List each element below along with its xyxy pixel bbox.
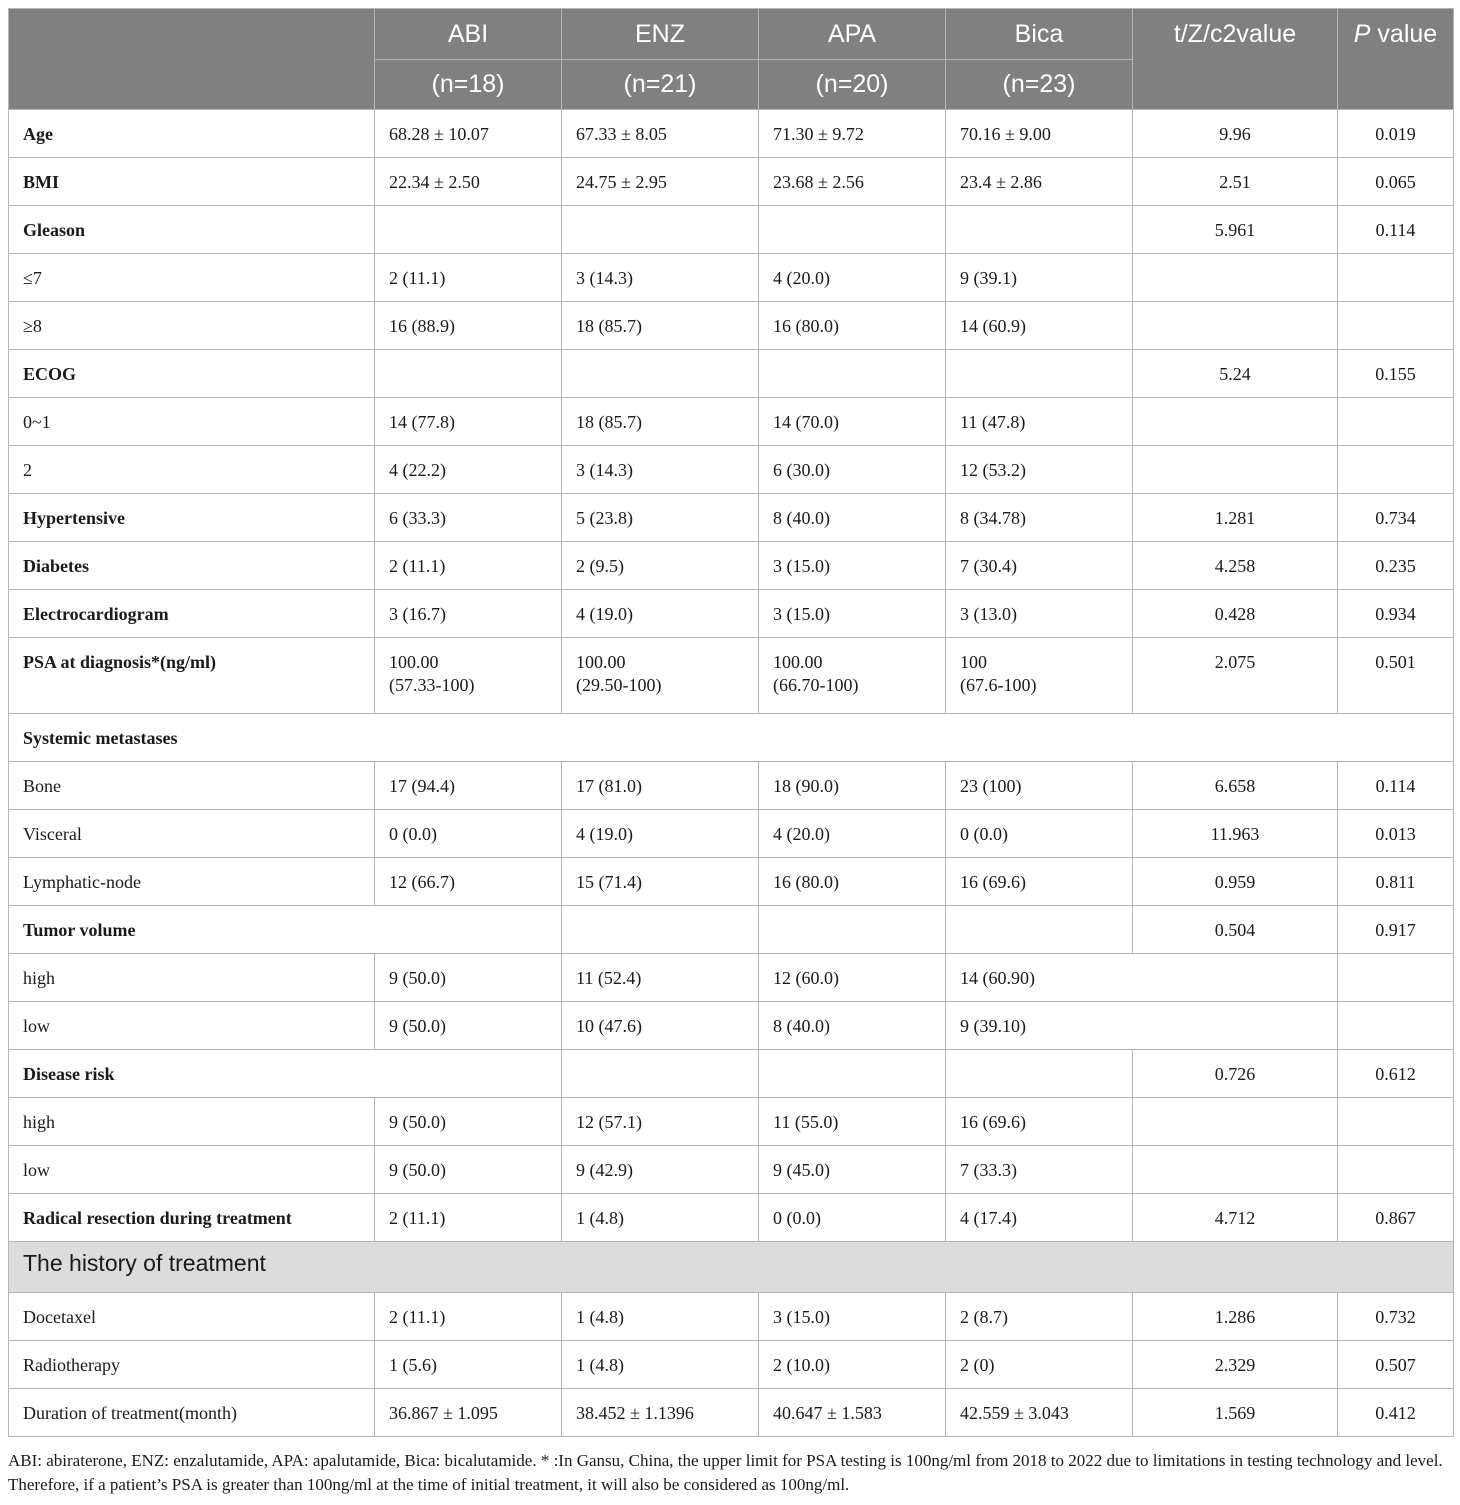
value-cell: 1 (4.8) — [562, 1194, 759, 1242]
row-label: Duration of treatment(month) — [9, 1389, 375, 1437]
value-cell: 12 (60.0) — [759, 954, 946, 1002]
value-cell: 2 (11.1) — [375, 1293, 562, 1341]
value-cell: 6 (33.3) — [375, 494, 562, 542]
value-cell: 7 (30.4) — [946, 542, 1133, 590]
value-cell — [562, 638, 759, 714]
value-cell: 8 (40.0) — [759, 494, 946, 542]
table-row — [9, 206, 1454, 254]
value-cell: 14 (60.9) — [946, 302, 1133, 350]
stat-value-cell: 5.961 — [1133, 206, 1338, 254]
row-label: Age — [9, 110, 375, 158]
value-cell: 4 (20.0) — [759, 254, 946, 302]
table-row — [9, 398, 1454, 446]
row-label: 0~1 — [9, 398, 375, 446]
table-row — [9, 858, 1454, 906]
value-cell — [562, 206, 759, 254]
value-cell: 36.867 ± 1.095 — [375, 1389, 562, 1437]
table-container — [8, 8, 1453, 1437]
row-label: Disease risk — [9, 1050, 562, 1098]
row-label: Radical resection during treatment — [9, 1194, 375, 1242]
value-cell: 17 (94.4) — [375, 762, 562, 810]
header-p-rest: value — [1370, 20, 1438, 48]
row-label: Electrocardiogram — [9, 590, 375, 638]
stat-value-cell: 1.281 — [1133, 494, 1338, 542]
value-cell: 3 (14.3) — [562, 446, 759, 494]
p-value-cell — [1338, 302, 1454, 350]
p-value-cell: 0.412 — [1338, 1389, 1454, 1437]
stat-value-cell: 2.329 — [1133, 1341, 1338, 1389]
header-group-name: Bica — [946, 9, 1133, 60]
value-cell — [946, 206, 1133, 254]
value-cell: 3 (15.0) — [759, 542, 946, 590]
stat-value-cell: 1.569 — [1133, 1389, 1338, 1437]
table-row — [9, 1293, 1454, 1341]
value-line-1: 100.00 — [773, 652, 823, 672]
table-header — [9, 9, 1454, 110]
value-cell — [759, 638, 946, 714]
table-row — [9, 954, 1454, 1002]
table-row — [9, 906, 1454, 954]
p-value-cell: 0.934 — [1338, 590, 1454, 638]
stat-value-cell — [1133, 954, 1338, 1002]
value-cell: 40.647 ± 1.583 — [759, 1389, 946, 1437]
header-blank-cell — [9, 9, 375, 110]
value-cell: 7 (33.3) — [946, 1146, 1133, 1194]
row-label: high — [9, 954, 375, 1002]
table-row — [9, 350, 1454, 398]
stat-value-cell: 1.286 — [1133, 1293, 1338, 1341]
table-row — [9, 446, 1454, 494]
value-cell: 24.75 ± 2.95 — [562, 158, 759, 206]
value-cell: 1 (4.8) — [562, 1341, 759, 1389]
value-cell: 2 (11.1) — [375, 254, 562, 302]
stat-value-cell: 5.24 — [1133, 350, 1338, 398]
row-label: Lymphatic-node — [9, 858, 375, 906]
value-cell: 2 (8.7) — [946, 1293, 1133, 1341]
stat-value-cell — [1133, 1002, 1338, 1050]
row-label: low — [9, 1002, 375, 1050]
value-cell — [759, 1050, 946, 1098]
p-value-cell — [1338, 254, 1454, 302]
stat-value-cell: 11.963 — [1133, 810, 1338, 858]
value-line-1: 100 — [960, 652, 987, 672]
value-line-1: 100.00 — [576, 652, 626, 672]
table-row — [9, 762, 1454, 810]
stat-value-cell — [1133, 254, 1338, 302]
value-cell — [562, 1050, 759, 1098]
p-value-cell: 0.811 — [1338, 858, 1454, 906]
stat-value-cell: 0.428 — [1133, 590, 1338, 638]
stat-value-cell: 0.504 — [1133, 906, 1338, 954]
table-row — [9, 1050, 1454, 1098]
value-cell: 12 (66.7) — [375, 858, 562, 906]
table-row — [9, 810, 1454, 858]
value-cell: 3 (14.3) — [562, 254, 759, 302]
value-cell: 23.68 ± 2.56 — [759, 158, 946, 206]
value-cell: 2 (11.1) — [375, 542, 562, 590]
row-label: low — [9, 1146, 375, 1194]
row-label: Docetaxel — [9, 1293, 375, 1341]
table-body — [9, 110, 1454, 1437]
value-cell: 71.30 ± 9.72 — [759, 110, 946, 158]
p-value-cell — [1338, 1002, 1454, 1050]
row-label: BMI — [9, 158, 375, 206]
value-cell: 4 (19.0) — [562, 810, 759, 858]
p-value-cell: 0.501 — [1338, 638, 1454, 714]
p-value-cell: 0.732 — [1338, 1293, 1454, 1341]
section-header-row — [9, 1242, 1454, 1293]
p-value-cell: 0.155 — [1338, 350, 1454, 398]
value-cell: 12 (53.2) — [946, 446, 1133, 494]
value-line-2: (29.50-100) — [576, 675, 662, 695]
p-value-cell: 0.114 — [1338, 206, 1454, 254]
p-value-cell: 0.019 — [1338, 110, 1454, 158]
p-value-cell — [1338, 398, 1454, 446]
value-cell: 9 (50.0) — [375, 1002, 562, 1050]
table-row — [9, 1098, 1454, 1146]
value-cell: 9 (50.0) — [375, 1146, 562, 1194]
table-row — [9, 110, 1454, 158]
value-cell: 23 (100) — [946, 762, 1133, 810]
header-group-name: APA — [759, 9, 946, 60]
table-footnote: ABI: abiraterone, ENZ: enzalutamide, APA: apalutamide, Bica: bicalutamide. * :In Gansu, China, the upper limit for PSA testing is 100ng/ml from 2018 to 2022 due to limitations in testing technology and level. Therefore, if a patient’s PSA is greater than 100ng/ml at the time of initial treatment, it will also be considered as 100ng/ml. — [8, 1451, 1443, 1494]
value-cell — [946, 350, 1133, 398]
value-cell: 17 (81.0) — [562, 762, 759, 810]
p-value-cell — [1338, 954, 1454, 1002]
value-cell: 16 (80.0) — [759, 302, 946, 350]
value-cell — [946, 906, 1133, 954]
header-stat-label: t/Z/c2value — [1133, 9, 1338, 110]
value-line-2: (67.6-100) — [960, 675, 1037, 695]
value-cell — [759, 906, 946, 954]
stat-value-cell — [1133, 398, 1338, 446]
table-row — [9, 590, 1454, 638]
p-value-cell: 0.867 — [1338, 1194, 1454, 1242]
value-cell: 23.4 ± 2.86 — [946, 158, 1133, 206]
header-p-italic: P — [1353, 20, 1371, 48]
header-group-name: ENZ — [562, 9, 759, 60]
header-group-name: ABI — [375, 9, 562, 60]
value-line-2: (57.33-100) — [389, 675, 475, 695]
row-label: Visceral — [9, 810, 375, 858]
table-row — [9, 1002, 1454, 1050]
table-row — [9, 714, 1454, 762]
p-value-cell — [1338, 446, 1454, 494]
value-cell — [759, 350, 946, 398]
p-value-cell: 0.917 — [1338, 906, 1454, 954]
stat-value-cell: 4.258 — [1133, 542, 1338, 590]
table-row — [9, 1389, 1454, 1437]
value-cell: 2 (0) — [946, 1341, 1133, 1389]
p-value-cell: 0.612 — [1338, 1050, 1454, 1098]
value-cell: 10 (47.6) — [562, 1002, 759, 1050]
value-cell: 5 (23.8) — [562, 494, 759, 542]
value-cell: 8 (34.78) — [946, 494, 1133, 542]
value-cell: 4 (17.4) — [946, 1194, 1133, 1242]
row-label: Tumor volume — [9, 906, 562, 954]
value-cell: 9 (50.0) — [375, 954, 562, 1002]
value-cell: 67.33 ± 8.05 — [562, 110, 759, 158]
value-line-1: 100.00 — [389, 652, 439, 672]
value-cell: 15 (71.4) — [562, 858, 759, 906]
value-cell: 68.28 ± 10.07 — [375, 110, 562, 158]
p-value-cell — [1338, 1098, 1454, 1146]
value-cell: 9 (42.9) — [562, 1146, 759, 1194]
row-label: high — [9, 1098, 375, 1146]
value-cell: 2 (9.5) — [562, 542, 759, 590]
row-label: ≥8 — [9, 302, 375, 350]
value-cell: 3 (15.0) — [759, 1293, 946, 1341]
value-cell: 14 (70.0) — [759, 398, 946, 446]
value-cell — [375, 350, 562, 398]
stat-value-cell — [1133, 1146, 1338, 1194]
value-cell: 0 (0.0) — [946, 810, 1133, 858]
table-row — [9, 302, 1454, 350]
value-cell: 42.559 ± 3.043 — [946, 1389, 1133, 1437]
value-cell: 3 (13.0) — [946, 590, 1133, 638]
value-cell: 38.452 ± 1.1396 — [562, 1389, 759, 1437]
value-cell: 16 (69.6) — [946, 858, 1133, 906]
value-cell — [562, 906, 759, 954]
row-label: 2 — [9, 446, 375, 494]
value-cell: 4 (22.2) — [375, 446, 562, 494]
value-cell: 4 (19.0) — [562, 590, 759, 638]
value-cell: 6 (30.0) — [759, 446, 946, 494]
value-cell: 3 (15.0) — [759, 590, 946, 638]
value-cell: 11 (52.4) — [562, 954, 759, 1002]
value-cell: 12 (57.1) — [562, 1098, 759, 1146]
value-cell: 11 (55.0) — [759, 1098, 946, 1146]
p-value-cell: 0.507 — [1338, 1341, 1454, 1389]
value-cell — [562, 350, 759, 398]
row-label: Gleason — [9, 206, 375, 254]
value-cell: 1 (5.6) — [375, 1341, 562, 1389]
value-cell: 4 (20.0) — [759, 810, 946, 858]
p-value-cell: 0.734 — [1338, 494, 1454, 542]
table-row — [9, 254, 1454, 302]
value-cell: 0 (0.0) — [759, 1194, 946, 1242]
p-value-cell: 0.013 — [1338, 810, 1454, 858]
table-row — [9, 638, 1454, 714]
header-group-n: (n=21) — [562, 60, 759, 110]
value-cell: 11 (47.8) — [946, 398, 1133, 446]
row-label: PSA at diagnosis*(ng/ml) — [9, 638, 375, 714]
p-value-cell: 0.114 — [1338, 762, 1454, 810]
value-cell: 9 (39.1) — [946, 254, 1133, 302]
section-title: The history of treatment — [9, 1242, 1454, 1293]
stat-value-cell — [1133, 302, 1338, 350]
stat-value-cell: 2.51 — [1133, 158, 1338, 206]
stat-value-cell: 0.959 — [1133, 858, 1338, 906]
value-cell: 1 (4.8) — [562, 1293, 759, 1341]
table-row — [9, 158, 1454, 206]
table-row — [9, 1146, 1454, 1194]
value-cell: 0 (0.0) — [375, 810, 562, 858]
row-label: Diabetes — [9, 542, 375, 590]
value-cell — [946, 1050, 1133, 1098]
value-cell: 2 (11.1) — [375, 1194, 562, 1242]
value-cell — [375, 206, 562, 254]
table-row — [9, 494, 1454, 542]
stat-value-cell: 9.96 — [1133, 110, 1338, 158]
value-cell: 16 (88.9) — [375, 302, 562, 350]
value-cell: 22.34 ± 2.50 — [375, 158, 562, 206]
header-group-n: (n=20) — [759, 60, 946, 110]
value-line-2: (66.70-100) — [773, 675, 859, 695]
row-label: Systemic metastases — [9, 714, 1454, 762]
value-cell: 9 (45.0) — [759, 1146, 946, 1194]
row-label: Bone — [9, 762, 375, 810]
value-cell: 16 (69.6) — [946, 1098, 1133, 1146]
value-cell — [946, 638, 1133, 714]
p-value-cell: 0.065 — [1338, 158, 1454, 206]
value-cell: 8 (40.0) — [759, 1002, 946, 1050]
table-row — [9, 1341, 1454, 1389]
baseline-characteristics-table — [8, 8, 1454, 1437]
value-cell: 2 (10.0) — [759, 1341, 946, 1389]
stat-value-cell — [1133, 446, 1338, 494]
header-p-value — [1338, 9, 1454, 110]
value-cell: 9 (50.0) — [375, 1098, 562, 1146]
row-label: ≤7 — [9, 254, 375, 302]
stat-value-cell: 0.726 — [1133, 1050, 1338, 1098]
stat-value-cell — [1133, 1098, 1338, 1146]
header-group-n: (n=23) — [946, 60, 1133, 110]
row-label: Hypertensive — [9, 494, 375, 542]
value-cell: 9 (39.10) — [946, 1002, 1133, 1050]
stat-value-cell: 4.712 — [1133, 1194, 1338, 1242]
row-label: Radiotherapy — [9, 1341, 375, 1389]
value-cell — [375, 638, 562, 714]
row-label: ECOG — [9, 350, 375, 398]
table-row — [9, 1194, 1454, 1242]
table-row — [9, 542, 1454, 590]
value-cell: 14 (77.8) — [375, 398, 562, 446]
value-cell: 18 (85.7) — [562, 398, 759, 446]
value-cell: 16 (80.0) — [759, 858, 946, 906]
p-value-cell — [1338, 1146, 1454, 1194]
stat-value-cell: 6.658 — [1133, 762, 1338, 810]
value-cell: 18 (90.0) — [759, 762, 946, 810]
header-group-n: (n=18) — [375, 60, 562, 110]
value-cell: 70.16 ± 9.00 — [946, 110, 1133, 158]
value-cell: 3 (16.7) — [375, 590, 562, 638]
value-cell: 14 (60.90) — [946, 954, 1133, 1002]
value-cell: 18 (85.7) — [562, 302, 759, 350]
stat-value-cell: 2.075 — [1133, 638, 1338, 714]
value-cell — [759, 206, 946, 254]
p-value-cell: 0.235 — [1338, 542, 1454, 590]
